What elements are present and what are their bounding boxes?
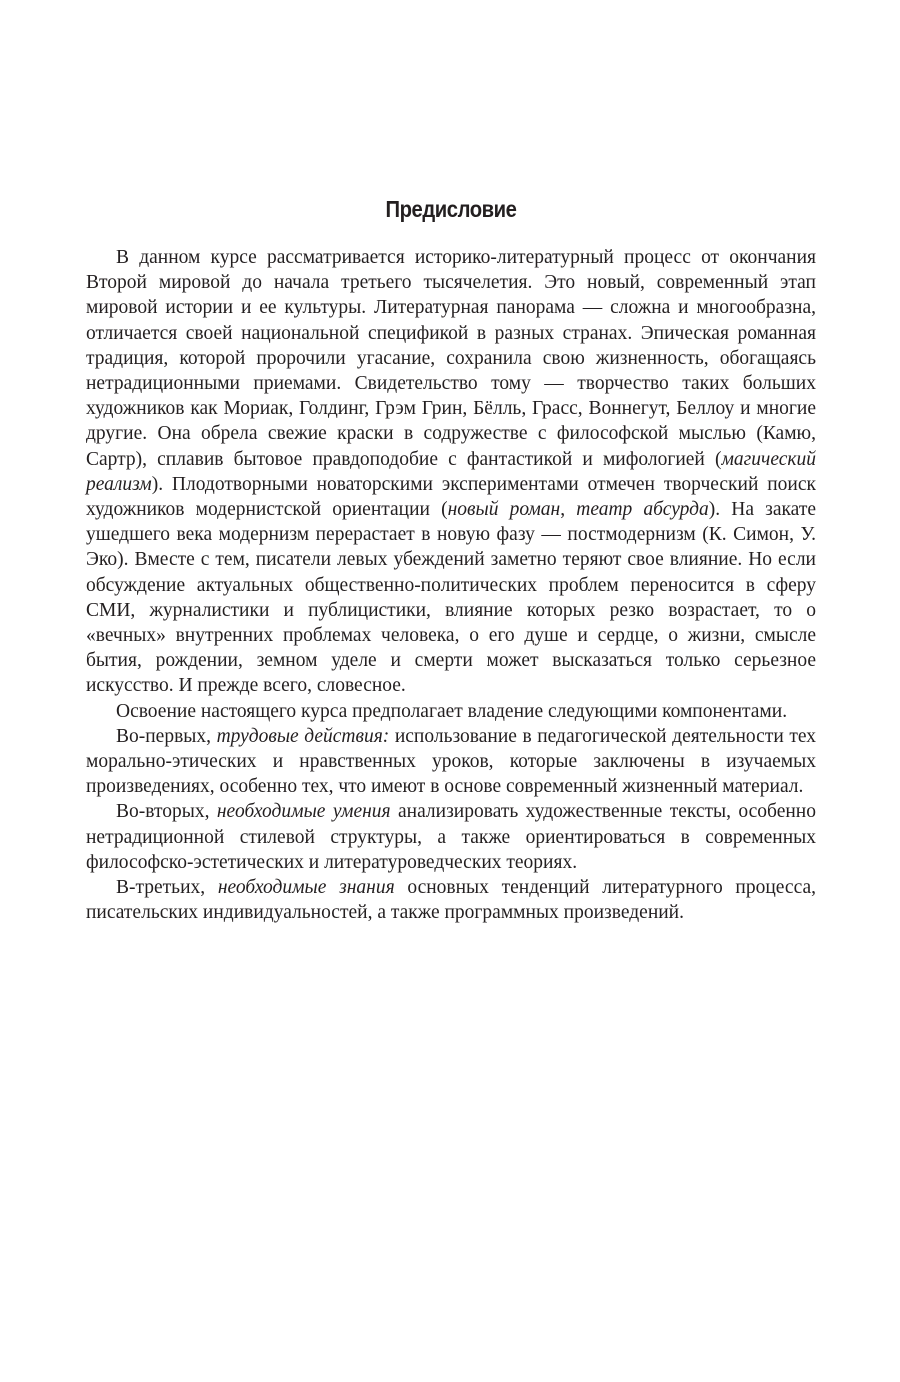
paragraph-first [86, 724, 816, 800]
emphasis-term: необходимые знания [217, 877, 395, 899]
body-text [86, 245, 816, 925]
emphasis-term: магический реализм [86, 448, 816, 495]
text-span: , [560, 499, 577, 521]
paragraph-second [86, 799, 816, 875]
emphasis-term: необходимые умения [216, 801, 391, 823]
text-span: анализировать художественные тексты, особенно нетрадиционной стилевой структуры, а также ориентироваться в современных философско-эстетических и литературоведческих теориях. [86, 801, 816, 873]
page-title: Предисловие [385, 196, 517, 222]
emphasis-term: театр абсурда [576, 499, 709, 521]
emphasis-term: трудовые действия: [216, 725, 390, 747]
text-span: Во-первых, [116, 725, 217, 747]
text-span: В данном курсе рассматривается историко-литературный процесс от окончания Второй мировой до начала третьего тысячелетия. Это новый, современный этап мировой истории и ее культуры. Литературная панорама — сложна и многообразна, отличается своей национальной спецификой в разных странах. Эпическая романная традиция, которой пророчили угасание, сохранила свою жизненность, обогащаясь нетрадиционными приемами. Свидетельство тому — творчество таких больших художников как Мориак, Голдинг, Грэм Грин, Бёлль, Грасс, Воннегут, Беллоу и многие другие. Она обрела свежие краски в содружестве с философской мыслью (Камю, Сартр), сплавив бытовое правдоподобие с фантастикой и мифологией ( [86, 247, 816, 470]
text-span: основных тенденций литературного процесса, писательских индивидуальностей, а также программных произведений. [86, 877, 816, 924]
paragraph-third [86, 875, 816, 925]
text-span: ). На закате ушедшего века модернизм перерастает в новую фазу — постмодернизм (К. Симон, У. Эко). Вместе с тем, писатели левых убеждений заметно теряют свое влияние. Но если обсуждение актуальных общественно-политических проблем переносится в сферу СМИ, журналистики и публицистики, влияние которых резко возрастает, то о «вечных» внутренних проблемах человека, о его душе и сердце, о жизни, смысле бытия, рождении, земном уделе и смерти может высказаться только серьезное искусство. И прежде всего, словесное. [86, 499, 816, 697]
text-span: использование в педагогической деятельности тех морально-этических и нравственных уроков, которые заключены в изучаемых произведениях, особенно тех, что имеют в основе современный жизненный материал. [86, 725, 816, 798]
text-span: В-третьих, [116, 877, 218, 899]
text-span: ). Плодотворными новаторскими экспериментами отмечен творческий поиск художников модернистской ориентации ( [86, 473, 816, 521]
text-span: Во-вторых, [116, 801, 217, 823]
paragraph-intro [86, 245, 816, 699]
emphasis-term: новый роман [447, 499, 561, 521]
paragraph-components: Освоение настоящего курса предполагает владение следующими компонентами. [116, 700, 788, 722]
